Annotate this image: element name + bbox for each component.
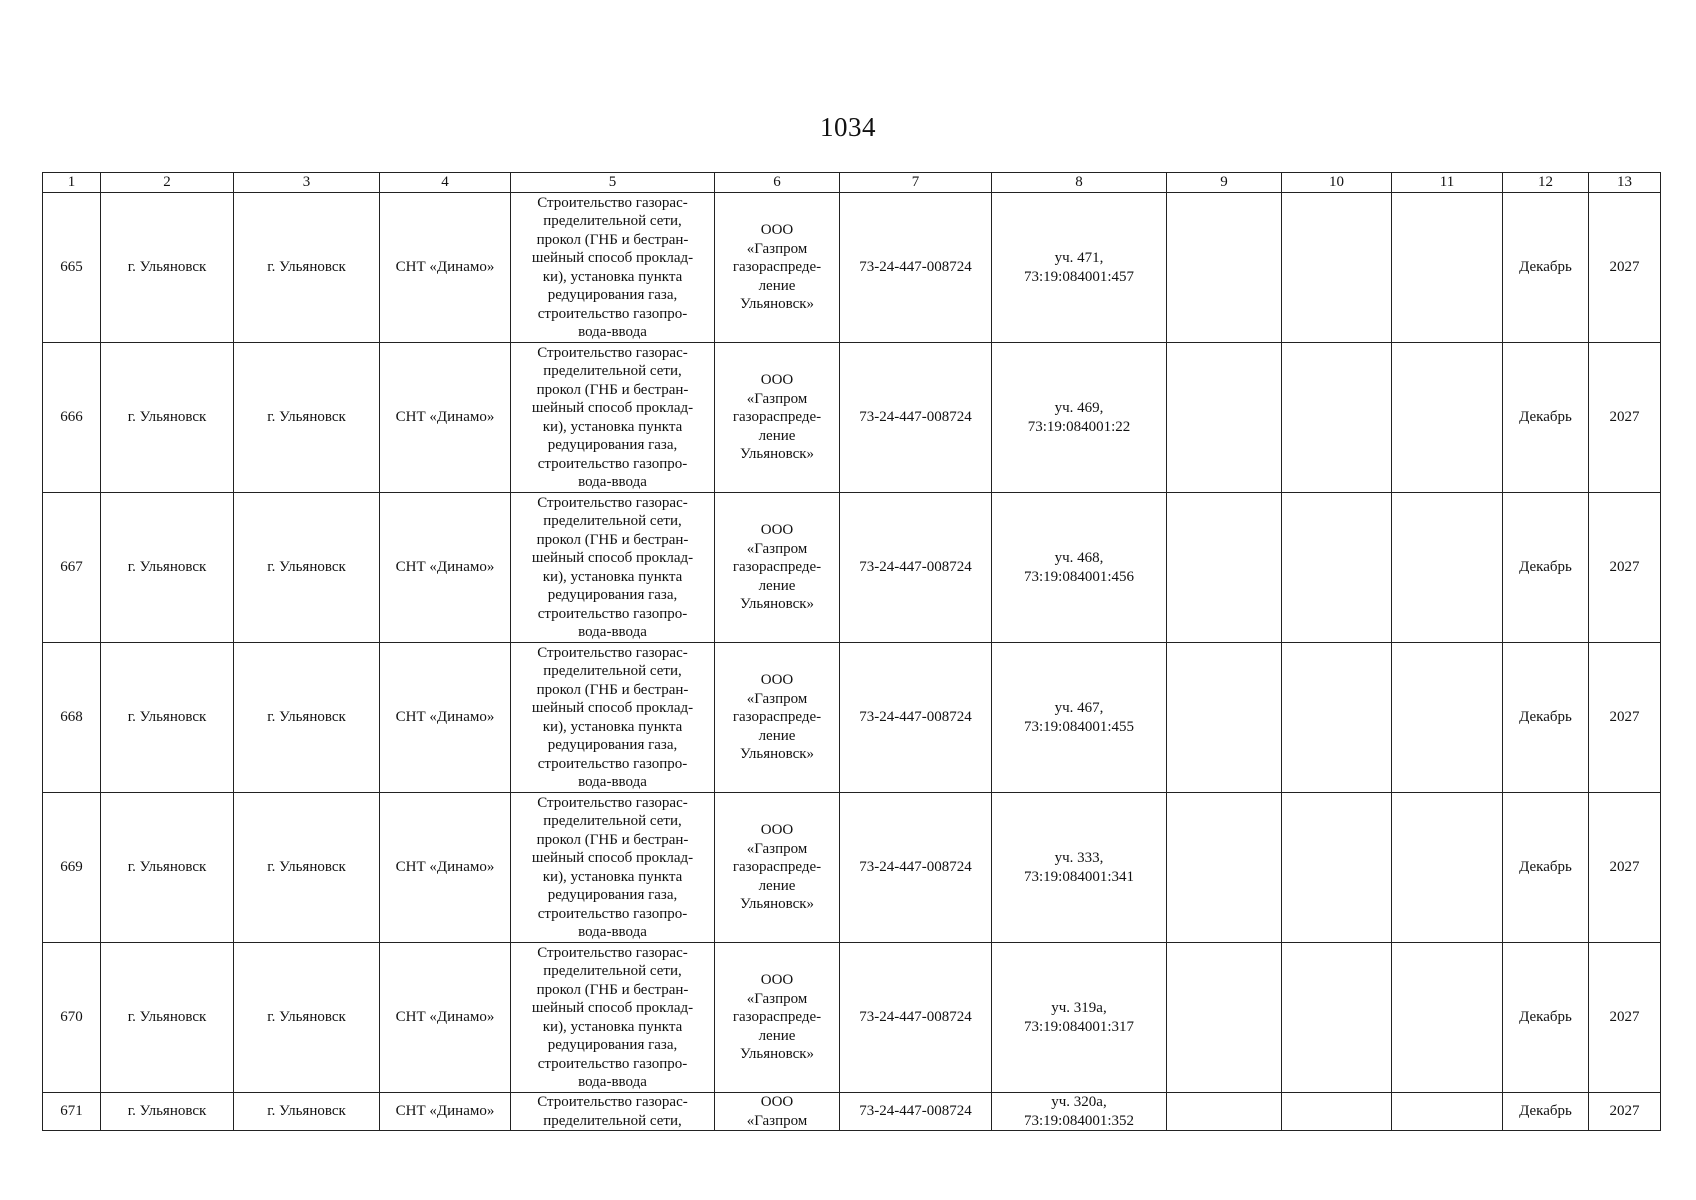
work-description-cell-line: ки), установка пункта (542, 268, 683, 285)
work-description-cell-line: пределительной сети, (543, 1112, 682, 1129)
column-10-cell (1282, 343, 1392, 493)
organization-cell-line: ООО (760, 822, 794, 839)
column-header: 9 (1167, 173, 1282, 193)
year-cell: 2027 (1589, 493, 1661, 643)
organization-cell (715, 793, 840, 943)
column-11-cell (1392, 643, 1503, 793)
column-9-cell (1167, 643, 1282, 793)
organization-cell-line: ООО (760, 222, 794, 239)
plot-cell (992, 493, 1167, 643)
work-description-cell-line: шейный способ проклад- (531, 850, 694, 866)
plot-cell-line: 73:19:084001:455 (1023, 718, 1134, 735)
location-cell: СНТ «Динамо» (380, 643, 511, 793)
column-10-cell (1282, 1093, 1392, 1131)
municipality-cell: г. Ульяновск (101, 943, 234, 1093)
column-9-cell (1167, 943, 1282, 1093)
column-9-cell (1167, 193, 1282, 343)
plot-cell (992, 793, 1167, 943)
work-description-cell-line: Строительство газорас- (537, 944, 688, 961)
table-row (43, 343, 1661, 493)
organization-cell-line: ление (758, 727, 796, 744)
settlement-cell: г. Ульяновск (234, 493, 380, 643)
work-description-cell (511, 643, 715, 793)
municipality-cell: г. Ульяновск (101, 343, 234, 493)
column-9-cell (1167, 793, 1282, 943)
organization-cell-line: газораспреде- (732, 709, 822, 726)
column-header: 6 (715, 173, 840, 193)
organization-cell-line: «Газпром (746, 1112, 808, 1129)
table-row (43, 943, 1661, 1093)
location-cell: СНТ «Динамо» (380, 1093, 511, 1131)
work-description-cell (511, 193, 715, 343)
row-number-cell: 665 (43, 193, 101, 343)
plot-cell (992, 343, 1167, 493)
column-header: 12 (1503, 173, 1589, 193)
work-description-cell-line: редуцирования газа, (547, 437, 678, 453)
organization-cell-line: ление (758, 577, 796, 594)
work-description-cell-line: шейный способ проклад- (531, 1000, 694, 1016)
settlement-cell: г. Ульяновск (234, 793, 380, 943)
month-cell: Декабрь (1503, 193, 1589, 343)
organization-cell-line: «Газпром (746, 240, 808, 257)
year-cell: 2027 (1589, 943, 1661, 1093)
organization-cell-line: Ульяновск» (739, 746, 815, 763)
organization-cell-line: «Газпром (746, 690, 808, 707)
code-cell: 73-24-447-008724 (840, 643, 992, 793)
plot-cell (992, 943, 1167, 1093)
column-header: 5 (511, 173, 715, 193)
column-10-cell (1282, 193, 1392, 343)
organization-cell-line: «Газпром (746, 990, 808, 1007)
work-description-cell-line: ки), установка пункта (542, 868, 683, 885)
location-cell: СНТ «Динамо» (380, 193, 511, 343)
organization-cell-line: Ульяновск» (739, 1046, 815, 1063)
row-number-cell: 671 (43, 1093, 101, 1131)
organization-cell-line: газораспреде- (732, 259, 822, 276)
table-row (43, 1093, 1661, 1131)
work-description-cell-line: Строительство газорас- (537, 794, 688, 811)
plot-cell (992, 643, 1167, 793)
work-description-cell-line: вода-ввода (578, 624, 647, 640)
year-cell: 2027 (1589, 193, 1661, 343)
column-10-cell (1282, 943, 1392, 1093)
work-description-cell-line: редуцирования газа, (547, 887, 678, 903)
location-cell: СНТ «Динамо» (380, 343, 511, 493)
month-cell: Декабрь (1503, 643, 1589, 793)
settlement-cell: г. Ульяновск (234, 643, 380, 793)
organization-cell-line: ление (758, 427, 796, 444)
table-row (43, 493, 1661, 643)
municipality-cell: г. Ульяновск (101, 493, 234, 643)
organization-cell-line: ООО (760, 672, 794, 689)
column-header: 7 (840, 173, 992, 193)
row-number-cell: 670 (43, 943, 101, 1093)
work-description-cell-line: вода-ввода (578, 474, 647, 490)
table-body (43, 173, 1661, 1131)
plot-cell (992, 193, 1167, 343)
organization-cell-line: «Газпром (746, 390, 808, 407)
organization-cell-line: газораспреде- (732, 859, 822, 876)
organization-cell (715, 643, 840, 793)
work-description-cell-line: ки), установка пункта (542, 1018, 683, 1035)
work-description-cell-line: ки), установка пункта (542, 568, 683, 585)
year-cell: 2027 (1589, 343, 1661, 493)
column-10-cell (1282, 493, 1392, 643)
work-description-cell-line: ки), установка пункта (542, 418, 683, 435)
month-cell: Декабрь (1503, 1093, 1589, 1131)
organization-cell (715, 193, 840, 343)
column-11-cell (1392, 793, 1503, 943)
row-number-cell: 669 (43, 793, 101, 943)
plot-cell-line: уч. 471, (1054, 250, 1104, 266)
plot-cell-line: 73:19:084001:457 (1023, 268, 1134, 285)
year-cell: 2027 (1589, 793, 1661, 943)
organization-cell-line: ООО (760, 1094, 794, 1110)
month-cell: Декабрь (1503, 343, 1589, 493)
organization-cell-line: Ульяновск» (739, 596, 815, 613)
month-cell: Декабрь (1503, 493, 1589, 643)
column-header: 8 (992, 173, 1167, 193)
organization-cell-line: газораспреде- (732, 1009, 822, 1026)
year-cell: 2027 (1589, 1093, 1661, 1131)
work-description-cell-line: пределительной сети, (543, 663, 682, 679)
work-description-cell (511, 493, 715, 643)
table-row (43, 643, 1661, 793)
plot-cell-line: 73:19:084001:22 (1027, 418, 1131, 435)
location-cell: СНТ «Динамо» (380, 943, 511, 1093)
organization-cell-line: Ульяновск» (739, 296, 815, 313)
plot-cell-line: 73:19:084001:352 (1023, 1112, 1134, 1129)
plot-cell (992, 1093, 1167, 1131)
column-header: 11 (1392, 173, 1503, 193)
work-description-cell-line: Строительство газорас- (537, 494, 688, 511)
work-description-cell (511, 343, 715, 493)
row-number-cell: 668 (43, 643, 101, 793)
plot-cell-line: 73:19:084001:317 (1023, 1018, 1134, 1035)
work-description-cell-line: редуцирования газа, (547, 587, 678, 603)
work-description-cell-line: строительство газопро- (537, 905, 688, 922)
municipality-cell: г. Ульяновск (101, 793, 234, 943)
work-description-cell-line: шейный способ проклад- (531, 400, 694, 416)
organization-cell-line: ление (758, 1027, 796, 1044)
column-9-cell (1167, 493, 1282, 643)
code-cell: 73-24-447-008724 (840, 493, 992, 643)
plot-cell-line: уч. 467, (1054, 700, 1104, 716)
column-header: 3 (234, 173, 380, 193)
organization-cell-line: Ульяновск» (739, 446, 815, 463)
work-description-cell-line: прокол (ГНБ и бестран- (536, 831, 689, 848)
work-description-cell-line: строительство газопро- (537, 305, 688, 322)
column-11-cell (1392, 1093, 1503, 1131)
table-row (43, 793, 1661, 943)
work-description-cell-line: Строительство газорас- (537, 644, 688, 661)
column-10-cell (1282, 643, 1392, 793)
work-description-cell-line: прокол (ГНБ и бестран- (536, 531, 689, 548)
work-description-cell-line: строительство газопро- (537, 1055, 688, 1072)
work-description-cell-line: шейный способ проклад- (531, 250, 694, 266)
code-cell: 73-24-447-008724 (840, 793, 992, 943)
work-description-cell-line: строительство газопро- (537, 605, 688, 622)
column-11-cell (1392, 193, 1503, 343)
row-number-cell: 667 (43, 493, 101, 643)
organization-cell-line: ление (758, 277, 796, 294)
year-cell: 2027 (1589, 643, 1661, 793)
plot-cell-line: 73:19:084001:456 (1023, 568, 1134, 585)
work-description-cell-line: прокол (ГНБ и бестран- (536, 981, 689, 998)
column-9-cell (1167, 1093, 1282, 1131)
code-cell: 73-24-447-008724 (840, 1093, 992, 1131)
plot-cell-line: уч. 319а, (1051, 1000, 1107, 1016)
settlement-cell: г. Ульяновск (234, 1093, 380, 1131)
code-cell: 73-24-447-008724 (840, 193, 992, 343)
work-description-cell-line: Строительство газорас- (537, 1094, 688, 1110)
plot-cell-line: уч. 333, (1054, 850, 1104, 866)
organization-cell-line: Ульяновск» (739, 896, 815, 913)
municipality-cell: г. Ульяновск (101, 643, 234, 793)
plot-cell-line: уч. 468, (1054, 550, 1104, 566)
settlement-cell: г. Ульяновск (234, 943, 380, 1093)
column-11-cell (1392, 493, 1503, 643)
location-cell: СНТ «Динамо» (380, 493, 511, 643)
row-number-cell: 666 (43, 343, 101, 493)
plot-cell-line: уч. 469, (1054, 400, 1104, 416)
work-description-cell-line: пределительной сети, (543, 513, 682, 529)
work-description-cell-line: редуцирования газа, (547, 287, 678, 303)
work-description-cell-line: строительство газопро- (537, 455, 688, 472)
work-description-cell-line: ки), установка пункта (542, 718, 683, 735)
location-cell: СНТ «Динамо» (380, 793, 511, 943)
organization-cell-line: ООО (760, 372, 794, 389)
plot-cell-line: 73:19:084001:341 (1023, 868, 1134, 885)
work-description-cell (511, 793, 715, 943)
page-number: 1034 (820, 112, 876, 142)
work-description-cell-line: шейный способ проклад- (531, 700, 694, 716)
column-header: 4 (380, 173, 511, 193)
organization-cell (715, 493, 840, 643)
organization-cell-line: газораспреде- (732, 559, 822, 576)
column-11-cell (1392, 943, 1503, 1093)
work-description-cell-line: прокол (ГНБ и бестран- (536, 381, 689, 398)
table-row (43, 193, 1661, 343)
work-description-cell (511, 943, 715, 1093)
work-description-cell-line: строительство газопро- (537, 755, 688, 772)
work-description-cell-line: Строительство газорас- (537, 194, 688, 211)
column-number-header-row (43, 173, 1661, 193)
month-cell: Декабрь (1503, 793, 1589, 943)
column-11-cell (1392, 343, 1503, 493)
organization-cell-line: «Газпром (746, 540, 808, 557)
organization-cell (715, 943, 840, 1093)
code-cell: 73-24-447-008724 (840, 943, 992, 1093)
work-description-cell-line: прокол (ГНБ и бестран- (536, 231, 689, 248)
column-header: 13 (1589, 173, 1661, 193)
work-description-cell (511, 1093, 715, 1131)
work-description-cell-line: вода-ввода (578, 774, 647, 790)
organization-cell (715, 343, 840, 493)
work-description-cell-line: пределительной сети, (543, 963, 682, 979)
organization-cell-line: ление (758, 877, 796, 894)
organization-cell (715, 1093, 840, 1131)
settlement-cell: г. Ульяновск (234, 193, 380, 343)
column-header: 10 (1282, 173, 1392, 193)
column-header: 1 (43, 173, 101, 193)
municipality-cell: г. Ульяновск (101, 1093, 234, 1131)
work-description-cell-line: пределительной сети, (543, 363, 682, 379)
organization-cell-line: газораспреде- (732, 409, 822, 426)
data-table (42, 172, 1661, 1131)
column-10-cell (1282, 793, 1392, 943)
column-header: 2 (101, 173, 234, 193)
municipality-cell: г. Ульяновск (101, 193, 234, 343)
organization-cell-line: ООО (760, 522, 794, 539)
work-description-cell-line: пределительной сети, (543, 813, 682, 829)
work-description-cell-line: редуцирования газа, (547, 737, 678, 753)
work-description-cell-line: шейный способ проклад- (531, 550, 694, 566)
settlement-cell: г. Ульяновск (234, 343, 380, 493)
work-description-cell-line: прокол (ГНБ и бестран- (536, 681, 689, 698)
organization-cell-line: «Газпром (746, 840, 808, 857)
work-description-cell-line: вода-ввода (578, 924, 647, 940)
work-description-cell-line: пределительной сети, (543, 213, 682, 229)
work-description-cell-line: Строительство газорас- (537, 344, 688, 361)
column-9-cell (1167, 343, 1282, 493)
plot-cell-line: уч. 320а, (1051, 1094, 1107, 1110)
work-description-cell-line: редуцирования газа, (547, 1037, 678, 1053)
work-description-cell-line: вода-ввода (578, 324, 647, 340)
month-cell: Декабрь (1503, 943, 1589, 1093)
code-cell: 73-24-447-008724 (840, 343, 992, 493)
organization-cell-line: ООО (760, 972, 794, 989)
work-description-cell-line: вода-ввода (578, 1074, 647, 1090)
